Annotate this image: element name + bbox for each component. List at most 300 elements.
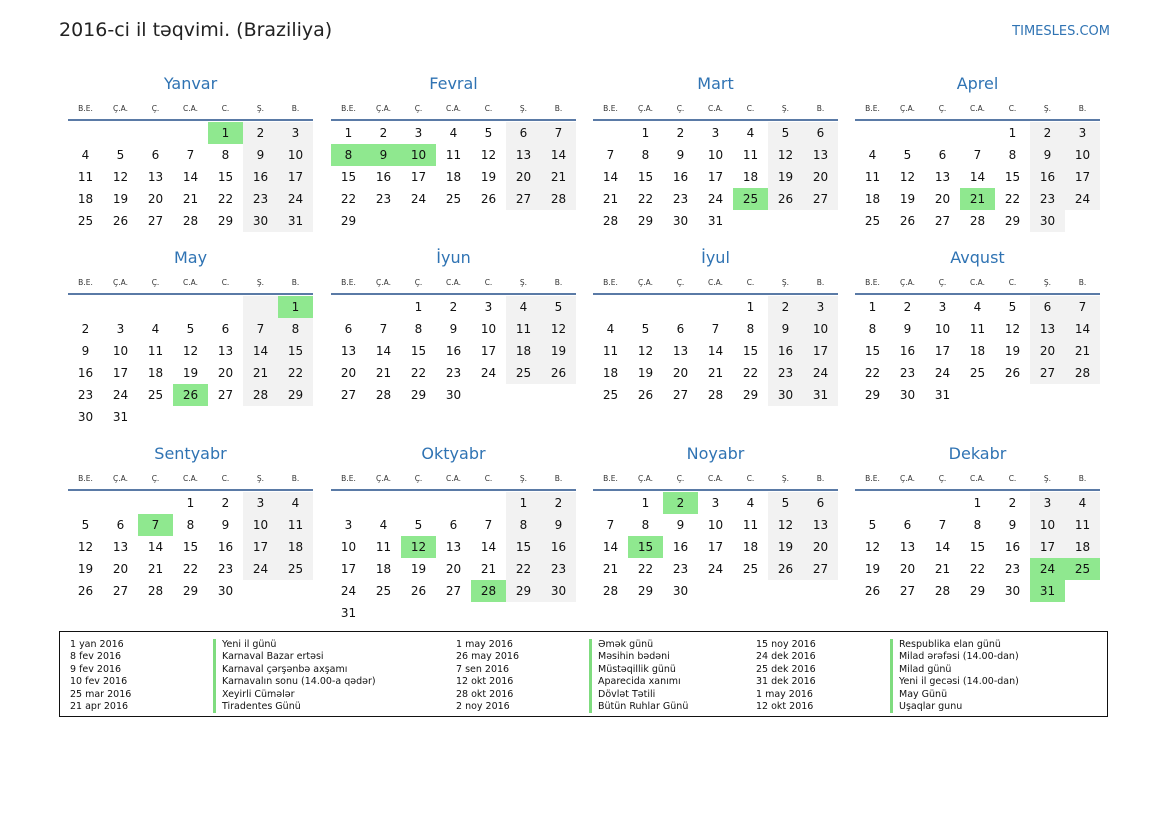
day-cell: 24: [1065, 188, 1100, 210]
weekday-label: Ç.: [414, 277, 423, 287]
holiday-legend: [59, 631, 1108, 717]
day-cell: 26: [899, 214, 916, 228]
weekday-label: C.A.: [182, 473, 198, 483]
day-cell: 13: [899, 540, 916, 554]
day-cell: 14: [182, 170, 199, 184]
holiday-day-cell: 10: [401, 144, 436, 166]
day-cell: 14: [969, 170, 986, 184]
empty-day-cell: [960, 122, 995, 144]
empty-day-cell: [593, 122, 628, 144]
day-cell: 17: [707, 170, 724, 184]
day-cell: 10: [803, 318, 838, 340]
weekday-label: B.: [816, 473, 825, 483]
day-cell: 30: [1030, 210, 1065, 232]
weekday-label: C.: [221, 473, 230, 483]
day-cell: 9: [768, 318, 803, 340]
day-cell: 26: [480, 192, 497, 206]
month-name: Avqust: [950, 248, 1005, 267]
month-4: [855, 72, 1100, 232]
weekday-label: B.: [1078, 277, 1087, 287]
day-cell: 15: [864, 344, 881, 358]
month-name: İyun: [436, 248, 471, 267]
day-cell: 12: [77, 540, 94, 554]
legend-holiday-name: Müstəqillik günü: [589, 664, 688, 676]
day-cell: 27: [803, 558, 838, 580]
day-cell: 7: [484, 518, 493, 532]
weekday-header: [331, 274, 576, 290]
day-cell: 26: [768, 188, 803, 210]
day-cell: 10: [1030, 514, 1065, 536]
day-cell: 20: [803, 166, 838, 188]
day-cell: 2: [541, 492, 576, 514]
day-cell: 22: [506, 558, 541, 580]
day-cell: 17: [707, 540, 724, 554]
month-6: [331, 246, 576, 406]
empty-day-cell: [138, 296, 173, 318]
weekday-label: Ç.: [151, 103, 160, 113]
day-cell: 8: [641, 148, 650, 162]
day-cell: 22: [410, 366, 427, 380]
month-7: [593, 246, 838, 406]
day-cell: 23: [672, 192, 689, 206]
empty-day-cell: [103, 296, 138, 318]
day-cell: 22: [340, 192, 357, 206]
legend-holiday-name: Bütün Ruhlar Günü: [589, 701, 688, 713]
day-cell: 2: [768, 296, 803, 318]
header-rule: [331, 489, 576, 491]
day-cell: 12: [112, 170, 129, 184]
day-cell: 25: [445, 192, 462, 206]
day-cell: 17: [243, 536, 278, 558]
day-cell: 24: [340, 584, 357, 598]
day-cell: 24: [707, 192, 724, 206]
day-cell: 28: [602, 584, 619, 598]
day-cell: 10: [934, 322, 951, 336]
day-cell: 22: [864, 366, 881, 380]
weekday-label: Ş.: [1043, 277, 1052, 287]
day-cell: 25: [506, 362, 541, 384]
header-rule: [68, 293, 313, 295]
weekday-label: C.: [1008, 473, 1017, 483]
day-cell: 18: [77, 192, 94, 206]
legend-holiday-name: Aparecida xanımı: [589, 676, 688, 688]
day-cell: 29: [506, 580, 541, 602]
day-cell: 2: [676, 126, 685, 140]
day-cell: 4: [746, 496, 755, 510]
day-cell: 8: [868, 322, 877, 336]
weekday-label: Ç.A.: [112, 103, 128, 113]
legend-holiday-name: Karnavalın sonu (14.00-a qədər): [213, 676, 376, 688]
holiday-day-cell: 21: [960, 188, 995, 210]
day-cell: 3: [243, 492, 278, 514]
day-cell: 22: [1004, 192, 1021, 206]
day-cell: 20: [1030, 340, 1065, 362]
day-cell: 29: [340, 214, 357, 228]
legend-date: 21 apr 2016: [70, 700, 129, 712]
day-cell: 24: [934, 366, 951, 380]
day-cell: 18: [742, 170, 759, 184]
holiday-day-cell: 2: [663, 492, 698, 514]
month-name: Sentyabr: [154, 444, 227, 463]
weekday-header: [331, 100, 576, 116]
day-cell: 7: [938, 518, 947, 532]
day-cell: 11: [1065, 514, 1100, 536]
day-cell: 7: [606, 148, 615, 162]
empty-day-cell: [855, 492, 890, 514]
day-cell: 22: [278, 362, 313, 384]
day-cell: 9: [1008, 518, 1017, 532]
day-cell: 11: [742, 148, 759, 162]
day-cell: 21: [602, 192, 619, 206]
day-cell: 24: [707, 562, 724, 576]
day-cell: 19: [77, 562, 94, 576]
legend-dates: [756, 639, 876, 713]
header-rule: [855, 119, 1100, 121]
holiday-day-cell: 25: [1065, 558, 1100, 580]
day-cell: 8: [641, 518, 650, 532]
day-cell: 7: [186, 148, 195, 162]
day-cell: 21: [182, 192, 199, 206]
day-cell: 31: [340, 606, 357, 620]
header-rule: [855, 489, 1100, 491]
day-cell: 20: [899, 562, 916, 576]
month-name: May: [173, 248, 208, 267]
day-cell: 6: [938, 148, 947, 162]
weekday-label: B.E.: [865, 473, 880, 483]
day-cell: 12: [864, 540, 881, 554]
day-cell: 30: [768, 384, 803, 406]
day-cell: 6: [151, 148, 160, 162]
empty-day-cell: [855, 122, 890, 144]
day-cell: 1: [641, 496, 650, 510]
legend-date: 1 yan 2016: [70, 639, 124, 650]
weekday-header: [593, 100, 838, 116]
day-cell: 22: [182, 562, 199, 576]
day-grid: [331, 296, 576, 406]
day-cell: 19: [480, 170, 497, 184]
day-cell: 13: [506, 144, 541, 166]
month-12: [855, 442, 1100, 602]
day-cell: 16: [768, 340, 803, 362]
day-cell: 2: [903, 300, 912, 314]
day-cell: 13: [217, 344, 234, 358]
weekday-header: [68, 470, 313, 486]
day-cell: 3: [803, 296, 838, 318]
day-cell: 29: [278, 384, 313, 406]
empty-day-cell: [68, 296, 103, 318]
day-cell: 6: [1030, 296, 1065, 318]
empty-day-cell: [925, 122, 960, 144]
weekday-label: C.A.: [707, 277, 723, 287]
day-cell: 23: [1030, 188, 1065, 210]
day-cell: 5: [541, 296, 576, 318]
weekday-label: Ş.: [519, 277, 528, 287]
day-cell: 7: [243, 318, 278, 340]
day-cell: 2: [81, 322, 90, 336]
day-cell: 3: [711, 496, 720, 510]
day-cell: 3: [711, 126, 720, 140]
day-cell: 8: [746, 322, 755, 336]
day-cell: 2: [1030, 122, 1065, 144]
holiday-day-cell: 26: [173, 384, 208, 406]
weekday-label: C.A.: [969, 473, 985, 483]
day-cell: 30: [1004, 584, 1021, 598]
header-rule: [68, 489, 313, 491]
day-cell: 1: [746, 300, 755, 314]
day-cell: 25: [375, 584, 392, 598]
site-link[interactable]: TIMESLES.COM: [1012, 24, 1110, 39]
day-cell: 4: [278, 492, 313, 514]
day-cell: 3: [484, 300, 493, 314]
day-grid: [593, 492, 838, 602]
weekday-header: [68, 274, 313, 290]
day-cell: 13: [340, 344, 357, 358]
legend-holiday-name: Yeni il gecəsi (14.00-dan): [890, 676, 1019, 688]
day-cell: 23: [77, 388, 94, 402]
day-cell: 14: [375, 344, 392, 358]
day-cell: 29: [637, 214, 654, 228]
month-name: Oktyabr: [421, 444, 486, 463]
day-cell: 11: [742, 518, 759, 532]
day-cell: 11: [445, 148, 462, 162]
weekday-label: Ç.: [938, 103, 947, 113]
day-cell: 27: [672, 388, 689, 402]
day-cell: 6: [344, 322, 353, 336]
header-rule: [331, 119, 576, 121]
day-cell: 9: [243, 144, 278, 166]
weekday-label: B.E.: [603, 473, 618, 483]
day-cell: 9: [903, 322, 912, 336]
day-cell: 25: [602, 388, 619, 402]
day-cell: 26: [1004, 366, 1021, 380]
legend-holiday-name: Milad ərəfəsi (14.00-dan): [890, 651, 1019, 663]
day-cell: 18: [147, 366, 164, 380]
day-cell: 16: [899, 344, 916, 358]
day-cell: 3: [344, 518, 353, 532]
day-grid: [593, 122, 838, 232]
day-cell: 28: [707, 388, 724, 402]
day-cell: 12: [637, 344, 654, 358]
day-cell: 19: [112, 192, 129, 206]
day-cell: 18: [1065, 536, 1100, 558]
day-cell: 5: [484, 126, 493, 140]
weekday-label: Ş.: [781, 473, 790, 483]
weekday-label: B.: [816, 277, 825, 287]
empty-day-cell: [890, 122, 925, 144]
day-cell: 24: [112, 388, 129, 402]
day-cell: 10: [278, 144, 313, 166]
weekday-label: C.A.: [182, 277, 198, 287]
weekday-header: [331, 470, 576, 486]
day-grid: [855, 492, 1100, 602]
day-cell: 29: [969, 584, 986, 598]
day-cell: 18: [602, 366, 619, 380]
weekday-label: Ş.: [519, 473, 528, 483]
holiday-day-cell: 1: [208, 122, 243, 144]
day-cell: 13: [112, 540, 129, 554]
legend-holiday-name: Milad günü: [890, 664, 1019, 676]
day-cell: 19: [637, 366, 654, 380]
weekday-label: Ç.A.: [637, 103, 653, 113]
day-cell: 30: [899, 388, 916, 402]
day-cell: 14: [602, 540, 619, 554]
weekday-label: Ç.A.: [637, 277, 653, 287]
day-cell: 16: [217, 540, 234, 554]
day-cell: 16: [1030, 166, 1065, 188]
day-cell: 5: [1008, 300, 1017, 314]
holiday-day-cell: 28: [471, 580, 506, 602]
legend-holiday-name: Tiradentes Günü: [213, 701, 376, 713]
day-cell: 9: [541, 514, 576, 536]
legend-date: 10 fev 2016: [70, 676, 128, 688]
month-name: Mart: [697, 74, 734, 93]
day-grid: [855, 296, 1100, 406]
day-cell: 16: [541, 536, 576, 558]
day-cell: 16: [445, 344, 462, 358]
day-cell: 25: [742, 562, 759, 576]
weekday-label: Ş.: [1043, 473, 1052, 483]
day-cell: 3: [278, 122, 313, 144]
day-cell: 6: [676, 322, 685, 336]
day-grid: [855, 122, 1100, 232]
weekday-label: C.A.: [445, 473, 461, 483]
day-cell: 14: [1065, 318, 1100, 340]
day-cell: 25: [969, 366, 986, 380]
day-cell: 21: [602, 562, 619, 576]
holiday-day-cell: 25: [733, 188, 768, 210]
day-cell: 1: [868, 300, 877, 314]
day-cell: 27: [112, 584, 129, 598]
day-cell: 19: [864, 562, 881, 576]
weekday-label: Ç.: [676, 473, 685, 483]
day-cell: 27: [899, 584, 916, 598]
day-cell: 25: [864, 214, 881, 228]
day-cell: 3: [1030, 492, 1065, 514]
day-cell: 25: [147, 388, 164, 402]
weekday-label: B.E.: [865, 277, 880, 287]
day-cell: 25: [278, 558, 313, 580]
day-cell: 27: [445, 584, 462, 598]
weekday-header: [855, 100, 1100, 116]
day-cell: 4: [973, 300, 982, 314]
day-cell: 10: [707, 518, 724, 532]
day-cell: 23: [217, 562, 234, 576]
day-cell: 29: [182, 584, 199, 598]
empty-day-cell: [436, 492, 471, 514]
day-cell: 20: [112, 562, 129, 576]
day-cell: 28: [147, 584, 164, 598]
day-cell: 24: [803, 362, 838, 384]
legend-date: 25 dek 2016: [756, 663, 816, 675]
month-name: Yanvar: [163, 74, 218, 93]
day-cell: 26: [410, 584, 427, 598]
day-cell: 23: [899, 366, 916, 380]
weekday-label: B.: [1078, 473, 1087, 483]
day-cell: 5: [868, 518, 877, 532]
weekday-label: C.: [746, 473, 755, 483]
weekday-label: Ç.: [676, 277, 685, 287]
header-rule: [593, 293, 838, 295]
day-cell: 7: [606, 518, 615, 532]
day-cell: 22: [217, 192, 234, 206]
day-cell: 27: [934, 214, 951, 228]
day-cell: 10: [243, 514, 278, 536]
legend-date: 2 noy 2016: [456, 700, 510, 712]
weekday-label: Ş.: [781, 103, 790, 113]
weekday-label: B.: [554, 473, 563, 483]
legend-date: 8 fev 2016: [70, 651, 122, 663]
empty-day-cell: [173, 122, 208, 144]
day-cell: 18: [864, 192, 881, 206]
day-cell: 24: [480, 366, 497, 380]
day-cell: 18: [375, 562, 392, 576]
weekday-label: C.A.: [969, 277, 985, 287]
legend-holiday-name: Karnaval çərşənbə axşamı: [213, 664, 376, 676]
month-1: [68, 72, 313, 232]
holiday-day-cell: 12: [401, 536, 436, 558]
month-9: [68, 442, 313, 602]
day-cell: 12: [768, 144, 803, 166]
weekday-label: Ş.: [1043, 103, 1052, 113]
day-cell: 28: [375, 388, 392, 402]
month-name: İyul: [701, 248, 730, 267]
weekday-label: B.: [816, 103, 825, 113]
weekday-header: [593, 470, 838, 486]
day-cell: 3: [938, 300, 947, 314]
day-cell: 27: [147, 214, 164, 228]
day-cell: 27: [340, 388, 357, 402]
day-cell: 28: [541, 188, 576, 210]
day-cell: 22: [637, 562, 654, 576]
day-cell: 31: [707, 214, 724, 228]
day-cell: 11: [375, 540, 392, 554]
weekday-label: C.: [484, 473, 493, 483]
day-cell: 12: [1004, 322, 1021, 336]
day-cell: 12: [480, 148, 497, 162]
day-cell: 2: [221, 496, 230, 510]
day-cell: 10: [480, 322, 497, 336]
day-cell: 30: [445, 388, 462, 402]
header-rule: [593, 119, 838, 121]
empty-day-cell: [663, 296, 698, 318]
day-cell: 7: [541, 122, 576, 144]
header-rule: [855, 293, 1100, 295]
day-cell: 7: [711, 322, 720, 336]
day-cell: 8: [414, 322, 423, 336]
day-cell: 20: [506, 166, 541, 188]
day-cell: 13: [934, 170, 951, 184]
day-cell: 17: [278, 166, 313, 188]
day-cell: 5: [903, 148, 912, 162]
day-cell: 23: [768, 362, 803, 384]
day-cell: 19: [410, 562, 427, 576]
weekday-label: B.E.: [78, 473, 93, 483]
month-2: [331, 72, 576, 232]
day-cell: 10: [340, 540, 357, 554]
day-cell: 21: [243, 362, 278, 384]
day-cell: 23: [541, 558, 576, 580]
day-cell: 1: [186, 496, 195, 510]
day-cell: 12: [768, 514, 803, 536]
legend-names: [213, 639, 376, 713]
day-cell: 22: [637, 192, 654, 206]
day-cell: 31: [278, 210, 313, 232]
weekday-label: Ş.: [256, 103, 265, 113]
day-cell: 17: [1065, 166, 1100, 188]
weekday-label: C.: [221, 277, 230, 287]
day-cell: 9: [676, 148, 685, 162]
legend-date: 24 dek 2016: [756, 651, 816, 663]
